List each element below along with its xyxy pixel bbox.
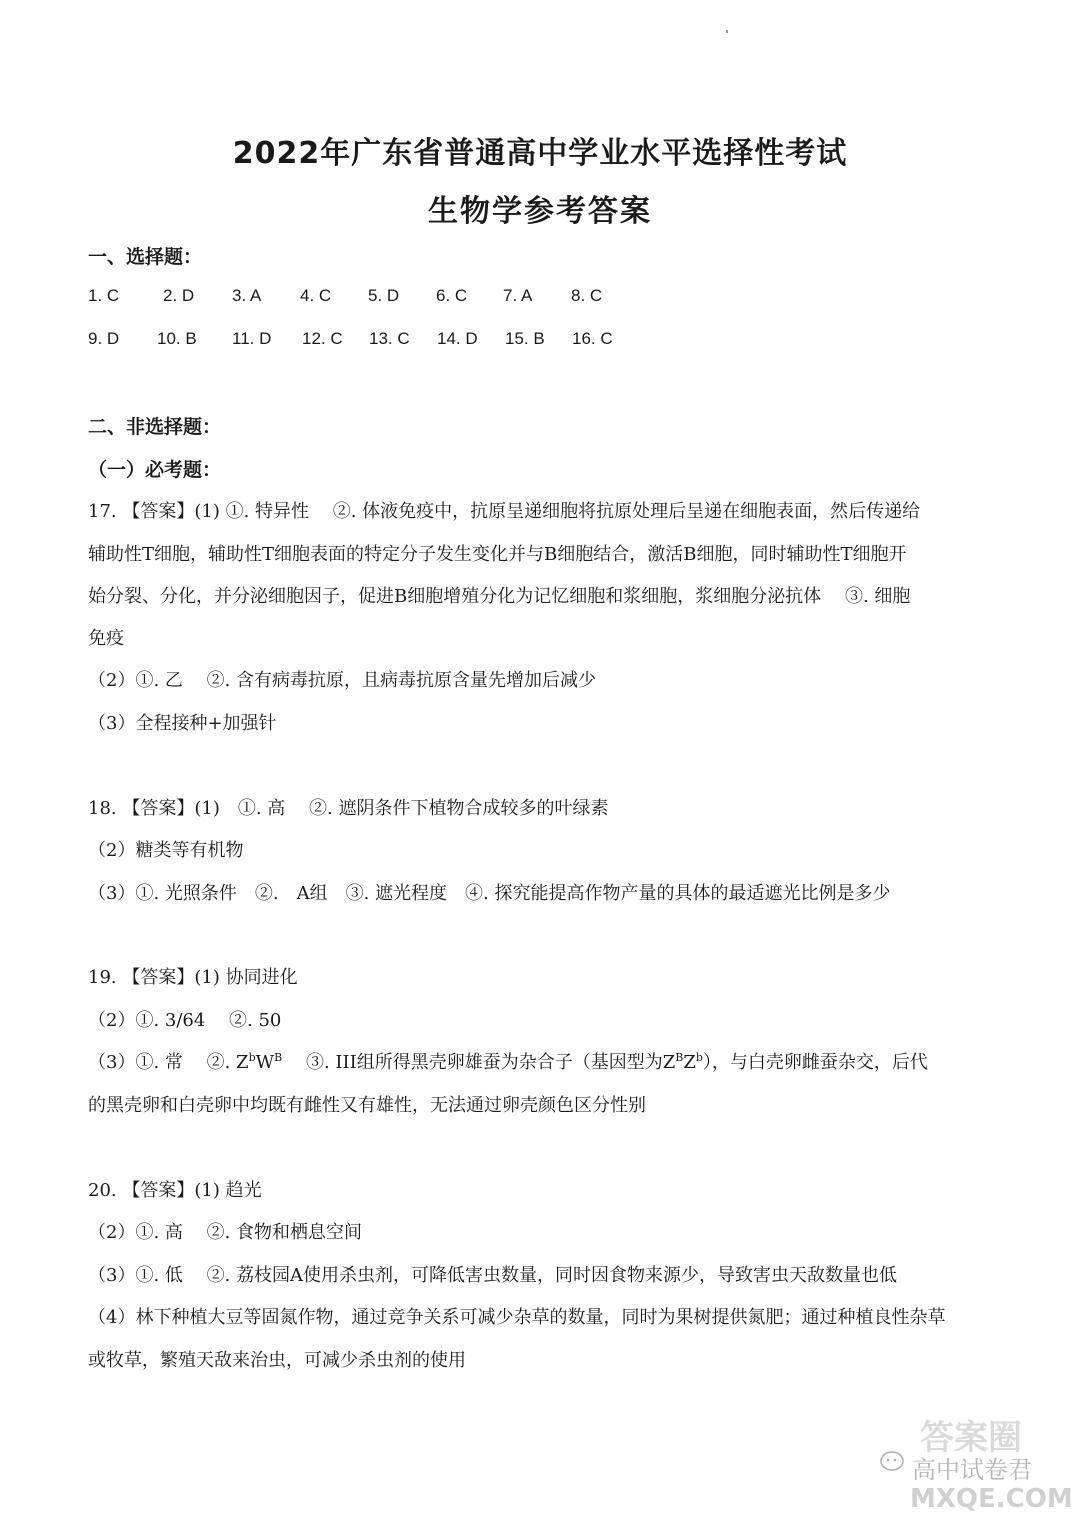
mc-answer: 16. C [572,329,613,348]
watermark [880,1410,1073,1520]
mc-answer: 2. D [163,286,195,305]
watermark-account-name: 高中试卷君 [912,1456,1032,1484]
q19-line-2: （2）①. 3/64 ②. 50 [88,1010,282,1031]
section-multiple-choice-heading: 一、选择题： [88,246,203,268]
q20-line-3: （3）①. 低 ②. 荔枝园A使用杀虫剂，可降低害虫数量，同时因食物来源少，导致害虫天敌数量也低 [88,1265,898,1286]
section-free-response-heading: 二、非选择题： [88,416,222,438]
q17-line-3: 始分裂、分化，并分泌细胞因子，促进B细胞增殖分化为记忆细胞和浆细胞，浆细胞分泌抗体 ③. 细胞 [88,586,911,607]
q20-line-2: （2）①. 高 ②. 食物和栖息空间 [88,1222,363,1243]
mc-answer: 3. A [232,286,262,305]
page-subtitle: 生物学参考答案 [428,194,652,229]
mc-answer: 10. B [157,329,197,348]
required-questions-subheading: （一）必考题： [88,459,222,481]
mc-answer: 13. C [369,329,410,348]
scan-speck [726,30,728,33]
q17-line-2: 辅助性T细胞，辅助性T细胞表面的特定分子发生变化并与B细胞结合，激活B细胞，同时辅助性T细胞开 [88,544,907,565]
q18-line-1: 18. 【答案】(1) ①. 高 ②. 遮阴条件下植物合成较多的叶绿素 [88,798,609,819]
q17-line-6: （3）全程接种+加强针 [88,713,277,734]
q20-line-1: 20. 【答案】(1) 趋光 [88,1180,262,1201]
mc-answer: 5. D [368,286,400,305]
page-title: 2022年广东省普通高中学业水平选择性考试 [232,136,848,171]
q20-line-4: （4）林下种植大豆等固氮作物，通过竞争关系可减少杂草的数量，同时为果树提供氮肥；通过种植良性杂草 [88,1307,946,1328]
watermark-site: MXQE.COM [910,1484,1073,1514]
q20-line-5: 或牧草，繁殖天敌来治虫，可减少杀虫剂的使用 [88,1350,466,1371]
mc-answer: 6. C [436,286,468,305]
q17-line-1: 17. 【答案】(1) ①. 特异性 ②. 体液免疫中，抗原呈递细胞将抗原处理后呈递在细胞表面，然后传递给 [88,501,921,522]
mc-answer: 1. C [88,286,120,305]
mc-answer: 15. B [505,329,545,348]
q19-line-4: 的黑壳卵和白壳卵中均既有雌性又有雄性，无法通过卵壳颜色区分性别 [88,1095,646,1116]
q19-line-1: 19. 【答案】(1) 协同进化 [88,967,298,988]
chat-bubble-icon [880,1450,910,1474]
q19-line-3: （3）①. 常 ②. $Z^bW^B$ ③. III组所得黑壳卵雄蚕为杂合子（基因型为$Z^BZ^b$），与白壳卵雌蚕杂交，后代 [88,1051,928,1073]
mc-answer: 8. C [571,286,603,305]
q17-line-4: 免疫 [88,628,124,649]
mc-answer: 12. C [302,329,343,348]
mc-answer: 7. A [503,286,533,305]
mc-answer: 11. D [232,329,272,348]
q17-line-5: （2）①. 乙 ②. 含有病毒抗原，且病毒抗原含量先增加后减少 [88,670,597,691]
mc-answer: 4. C [300,286,332,305]
q18-line-3: （3）①. 光照条件 ②. A组 ③. 遮光程度 ④. 探究能提高作物产量的具体的最适遮光比例是多少 [88,883,891,904]
watermark-logo-text: 答案圈 [920,1418,1022,1458]
mc-answer: 9. D [88,329,120,348]
mc-answer: 14. D [437,329,478,348]
q18-line-2: （2）糖类等有机物 [88,840,244,861]
